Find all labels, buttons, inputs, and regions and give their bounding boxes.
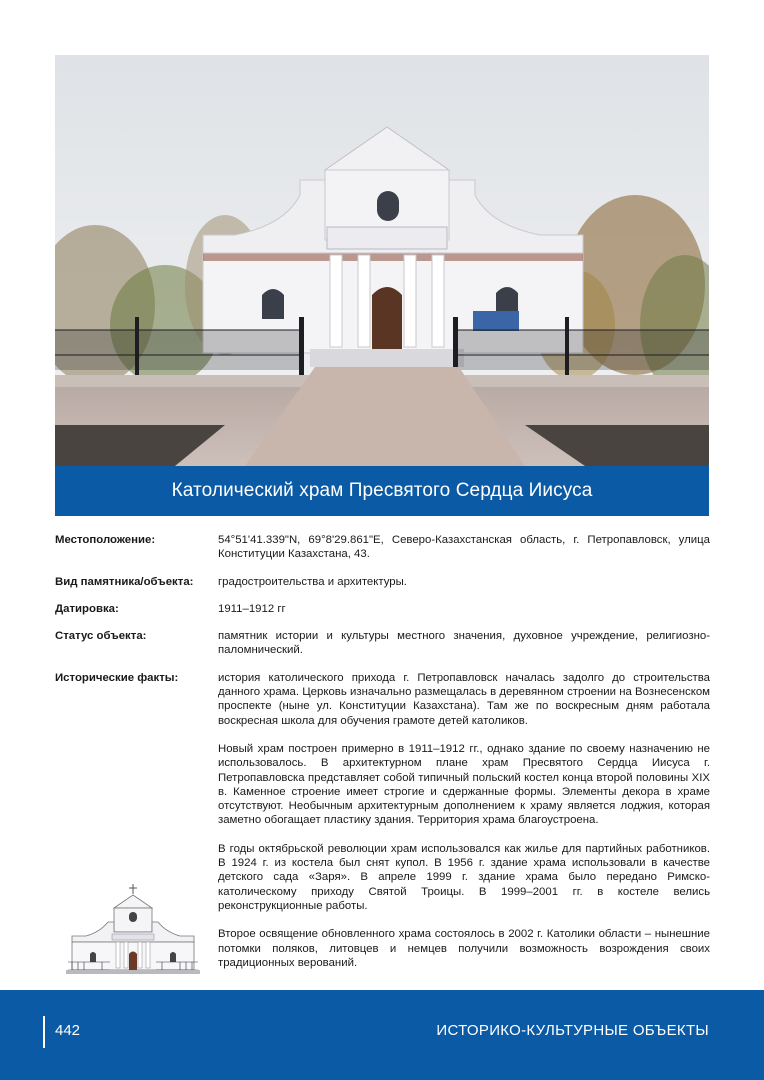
field-location (55, 533, 710, 562)
section-title: ИСТОРИКО-КУЛЬТУРНЫЕ ОБЪЕКТЫ (436, 1022, 709, 1039)
church-photo (55, 55, 709, 466)
footer-divider (43, 1016, 45, 1048)
title-bar (55, 466, 709, 516)
field-value: 1911–1912 гг (218, 602, 286, 615)
field-status (55, 629, 710, 658)
field-label: Исторические факты: (55, 671, 179, 684)
page-title: Католический храм Пресвятого Сердца Иисуса (171, 480, 593, 501)
history-paragraph: В годы октябрьской революции храм использовался как жилье для партийных работников. В 1924 г. из костела был снят купол. В 1956 г. здание храма использовали в качестве детского сада «Заря». В апреле 1999 г. здание храма было передано Римско-католическому приходу Святой Троицы. В 1999–2001 гг. в костеле велись реконструкционные работы. (218, 842, 710, 912)
footer (0, 990, 764, 1080)
field-value: 54°51'41.339"N, 69°8'29.861"E, Северо-Казахстанская область, г. Петропавловск, улица Конституции Казахстана, 43. (218, 534, 710, 561)
history-paragraph: Новый храм построен примерно в 1911–1912 гг., однако здание по своему назначению не использовалось. В архитектурном плане храм Пресвятого Сердца Иисуса г. Петропавловска представляет собой типичный польский костел конца второй половины XIX в. Каменное строение имеет строгие и сдержанные формы. Элементы декора в храме отсутствуют. Необычным архитектурным дополнением к храму является лоджия, которая заметно обогащает пластику здания. Территория храма благоустроена. (218, 742, 710, 827)
field-value: градостроительства и архитектуры. (218, 575, 407, 588)
field-label: Вид памятника/объекта: (55, 575, 194, 588)
history-paragraph: история католического прихода г. Петропавловск началась задолго до строительства данного храма. Церковь изначально размещалась в деревянном строении на Вознесенском проспекте (ныне ул. Конституции Казахстана). Там же по воскресным дням работала воскресная школа для обучения грамоте детей католиков. (218, 671, 710, 727)
history-text (218, 671, 710, 970)
field-label: Датировка: (55, 602, 119, 615)
page-number: 442 (55, 1022, 81, 1039)
history-paragraph: Второе освящение обновленного храма состоялось в 2002 г. Католики области – нынешние потомки поляков, литовцев и немцев получили возможность возрождения своих традиционных верований. (218, 928, 710, 969)
field-type (55, 575, 710, 589)
church-sketch (66, 882, 200, 977)
field-label: Местоположение: (55, 534, 156, 546)
field-value: памятник истории и культуры местного значения, духовное учреждение, религиозно-паломнический. (218, 630, 710, 657)
field-dating (55, 602, 710, 616)
field-label: Статус объекта: (55, 630, 147, 643)
